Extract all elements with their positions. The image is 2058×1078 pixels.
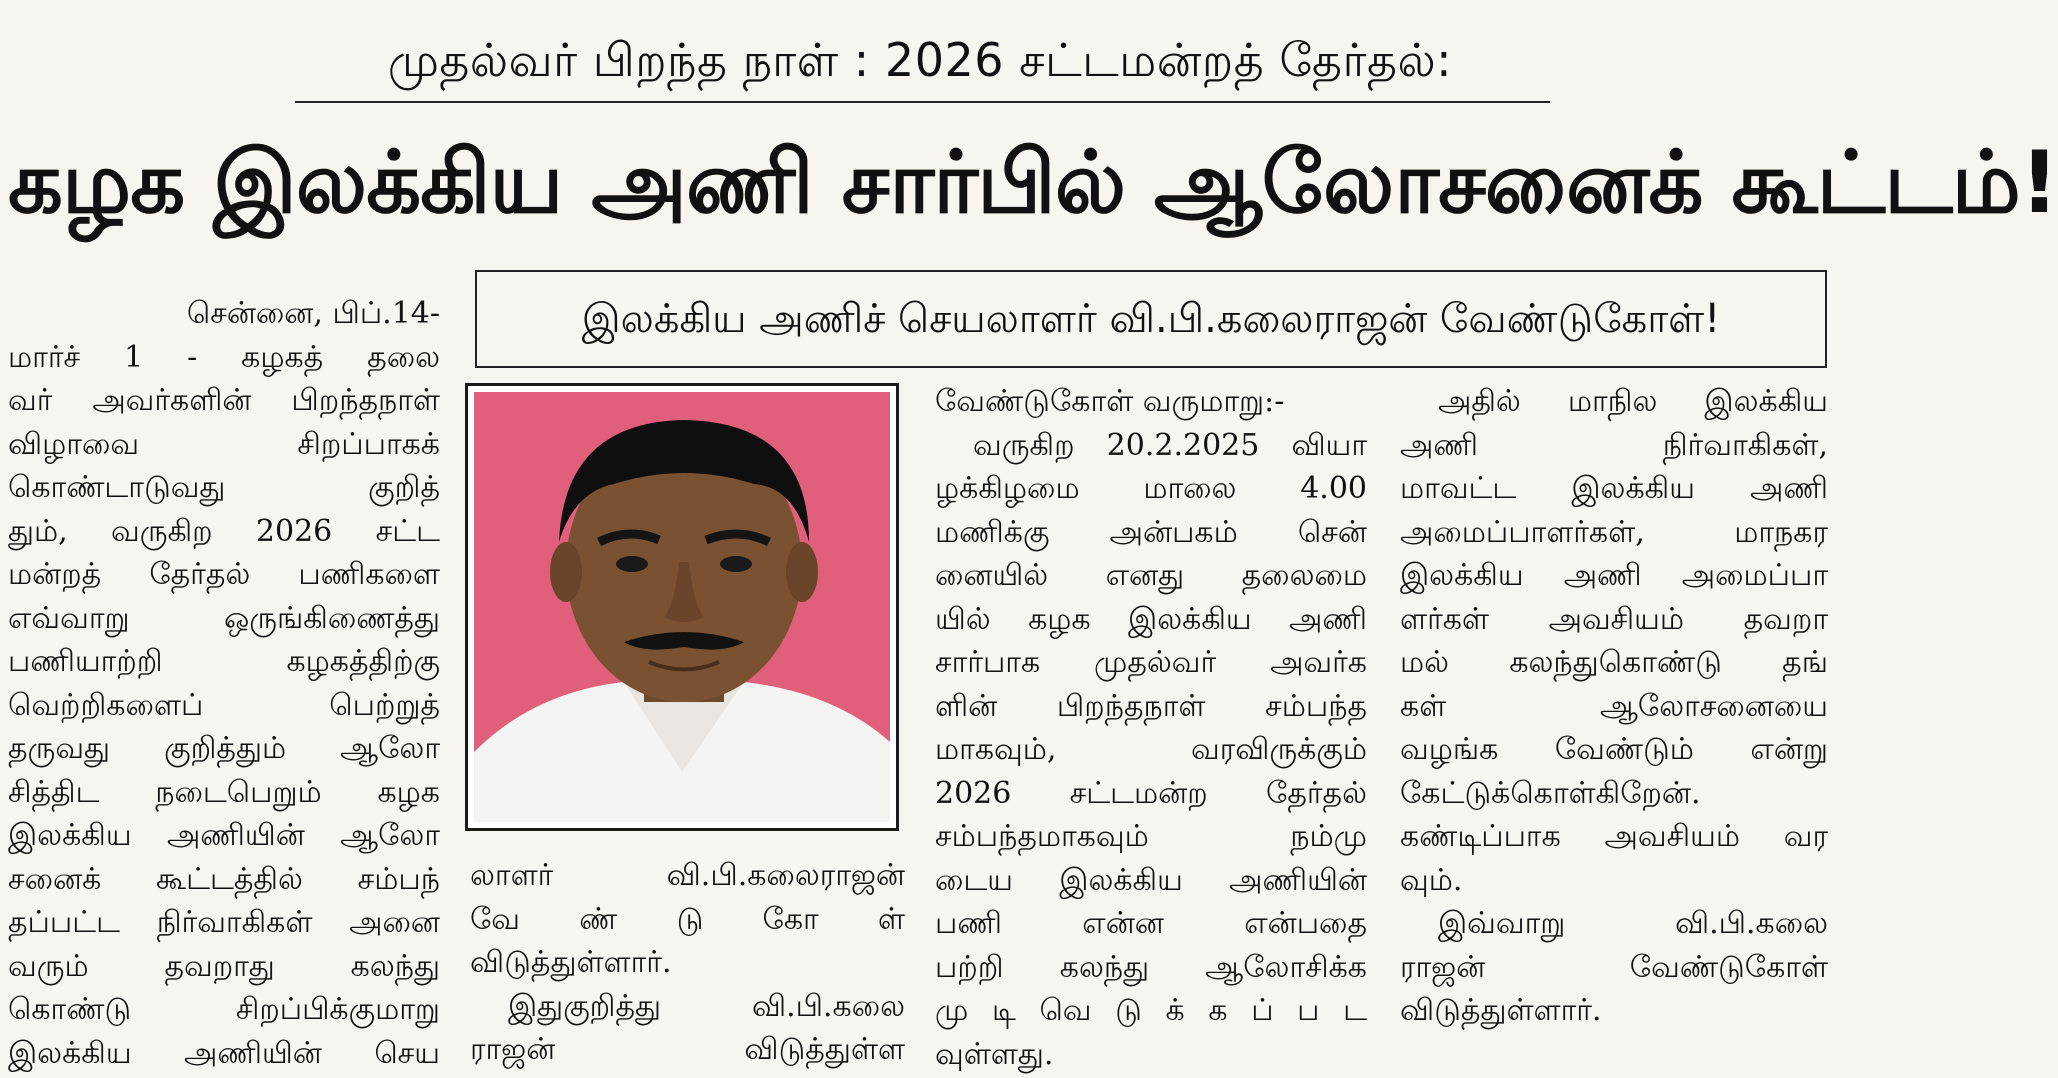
column-line: மாவட்ட இலக்கிய அணி bbox=[1400, 471, 1828, 506]
subheadline-box: இலக்கிய அணிச் செயலாளர் வி.பி.கலைராஜன் வேண்டுகோள்! bbox=[475, 270, 1827, 368]
main-headline: கழக இலக்கிய அணி சார்பில் ஆலோசனைக் கூட்டம்! bbox=[8, 133, 2058, 233]
column-line: கேட்டுக்கொள்கிறேன். bbox=[1400, 775, 1701, 811]
column-line: கொண்டு சிறப்பிக்குமாறு bbox=[8, 992, 440, 1027]
column-line: னையில் எனது தலைமை bbox=[935, 558, 1367, 593]
portrait-icon bbox=[474, 392, 890, 822]
column-line: 2026 சட்டமன்ற தேர்தல் bbox=[935, 775, 1367, 811]
column-line: ழக்கிழமை மாலை 4.00 bbox=[935, 471, 1367, 506]
column-line: அமைப்பாளர்கள், மாநகர bbox=[1400, 514, 1828, 550]
column-line: வெற்றிகளைப் பெற்றுத் bbox=[8, 687, 440, 723]
column-line: பணியாற்றி கழகத்திற்கு bbox=[8, 644, 440, 679]
column-line: மன்றத் தேர்தல் பணிகளை bbox=[8, 557, 440, 592]
column-line: கொண்டாடுவது குறித் bbox=[8, 470, 440, 505]
column-line: டைய இலக்கிய அணியின் bbox=[935, 862, 1367, 898]
column-line: ராஜன் வேண்டுகோள் bbox=[1400, 949, 1828, 985]
column-line: தருவது குறித்தும் ஆலோ bbox=[8, 731, 440, 766]
column-line: வே ண் டு கோ ள் bbox=[470, 901, 905, 937]
column-line: சனைக் கூட்டத்தில் சம்பந் bbox=[8, 861, 440, 897]
column-line: மணிக்கு அன்பகம் சென் bbox=[935, 514, 1367, 550]
article-column-4 bbox=[1400, 380, 1828, 1033]
column-line: விடுத்துள்ளார். bbox=[470, 945, 672, 980]
column-line: யில் கழக இலக்கிய அணி bbox=[935, 601, 1367, 637]
column-line: எவ்வாறு ஒருங்கிணைத்து bbox=[8, 600, 440, 636]
column-line: பற்றி கலந்து ஆலோசிக்க bbox=[935, 949, 1367, 985]
kicker-headline: முதல்வர் பிறந்த நாள் : 2026 சட்டமன்றத் தேர்தல்: bbox=[387, 33, 1453, 87]
column-line: மு டி வெ டு க் க ப் ப ட bbox=[935, 993, 1367, 1028]
column-line: இவ்வாறு வி.பி.கலை bbox=[1438, 906, 1828, 941]
column-line: விழாவை சிறப்பாகக் bbox=[8, 426, 440, 462]
column-line: ளர்கள் அவசியம் தவறா bbox=[1400, 601, 1828, 637]
column-line: ளின் பிறந்தநாள் சம்பந்த bbox=[935, 688, 1367, 724]
column-line: மாகவும், வரவிருக்கும் bbox=[935, 732, 1367, 767]
column-line: வர் அவர்களின் பிறந்தநாள் bbox=[8, 383, 440, 418]
column-line: இலக்கிய அணியின் ஆலோ bbox=[8, 818, 440, 853]
column-line: இலக்கிய அணி அமைப்பா bbox=[1400, 558, 1828, 593]
article-column-3 bbox=[935, 380, 1367, 1076]
column-line: வழங்க வேண்டும் என்று bbox=[1400, 732, 1828, 767]
column-line: இலக்கிய அணியின் செய bbox=[8, 1035, 440, 1071]
column-line: பணி என்ன என்பதை bbox=[935, 906, 1367, 941]
column-line: கள் ஆலோசனையை bbox=[1400, 688, 1828, 724]
column-line: வேண்டுகோள் வருமாறு:- bbox=[935, 384, 1285, 419]
portrait-photo-frame bbox=[465, 383, 899, 831]
column-line: ராஜன் விடுத்துள்ள bbox=[470, 1032, 905, 1067]
column-line: லாளர் வி.பி.கலைராஜன் bbox=[470, 858, 905, 893]
portrait-photo bbox=[474, 392, 890, 822]
column-line: சித்திட நடைபெறும் கழக bbox=[8, 774, 440, 810]
article-column-1 bbox=[8, 292, 440, 1075]
column-line: வும். bbox=[1400, 862, 1463, 898]
column-line: இதுகுறித்து வி.பி.கலை bbox=[508, 988, 905, 1024]
dateline: சென்னை, பிப்.14- bbox=[186, 296, 440, 331]
kicker-divider bbox=[295, 101, 1550, 103]
column-line: சார்பாக முதல்வர் அவர்க bbox=[935, 645, 1367, 680]
column-line: மல் கலந்துகொண்டு தங் bbox=[1400, 645, 1828, 680]
column-line: தும், வருகிற 2026 சட்ட bbox=[8, 513, 440, 549]
column-line: கண்டிப்பாக அவசியம் வர bbox=[1400, 819, 1828, 854]
column-line: விடுத்துள்ளார். bbox=[1400, 993, 1602, 1028]
column-line: சம்பந்தமாகவும் நம்மு bbox=[935, 819, 1367, 854]
column-line: அதில் மாநில இலக்கிய bbox=[1438, 384, 1828, 419]
column-line: வரும் தவறாது கலந்து bbox=[8, 948, 440, 984]
column-line: அணி நிர்வாகிகள், bbox=[1400, 427, 1828, 463]
column-line: மார்ச் 1 - கழகத் தலை bbox=[8, 339, 440, 375]
column-line: வருகிற 20.2.2025 வியா bbox=[973, 427, 1367, 463]
column-line: வுள்ளது. bbox=[935, 1036, 1054, 1072]
article-column-2 bbox=[470, 854, 905, 1072]
column-line: தப்பட்ட நிர்வாகிகள் அனை bbox=[8, 905, 440, 940]
